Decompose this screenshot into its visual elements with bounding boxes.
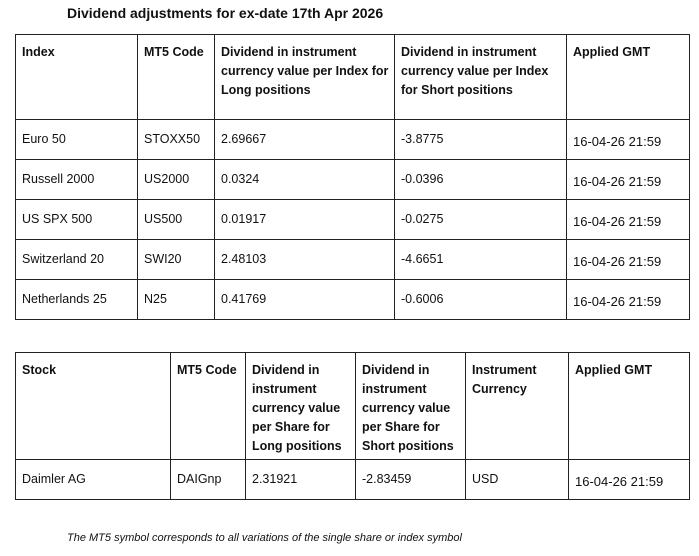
header-instrument-currency: Instrument Currency <box>466 353 569 460</box>
cell-mt5-code: STOXX50 <box>138 120 215 160</box>
cell-applied-gmt: 16-04-26 21:59 <box>569 460 690 500</box>
header-index: Index <box>16 35 138 120</box>
cell-index: Switzerland 20 <box>16 240 138 280</box>
cell-dividend-long: 2.69667 <box>215 120 395 160</box>
cell-dividend-short: -0.6006 <box>395 280 567 320</box>
cell-applied-gmt: 16-04-26 21:59 <box>567 240 690 280</box>
header-applied-gmt: Applied GMT <box>567 35 690 120</box>
cell-index: Netherlands 25 <box>16 280 138 320</box>
cell-dividend-long: 0.0324 <box>215 160 395 200</box>
cell-index: Russell 2000 <box>16 160 138 200</box>
header-dividend-short: Dividend in instrument currency value per Index for Short positions <box>395 35 567 120</box>
footnote: The MT5 symbol corresponds to all variations of the single share or index symbol <box>67 532 462 544</box>
cell-index: US SPX 500 <box>16 200 138 240</box>
cell-dividend-long: 0.41769 <box>215 280 395 320</box>
cell-dividend-short: -3.8775 <box>395 120 567 160</box>
header-mt5-code: MT5 Code <box>138 35 215 120</box>
cell-instrument-currency: USD <box>466 460 569 500</box>
table-row <box>16 280 690 320</box>
cell-mt5-code: DAIGnp <box>171 460 246 500</box>
cell-dividend-short: -0.0396 <box>395 160 567 200</box>
table-row <box>16 240 690 280</box>
table-row <box>16 460 690 500</box>
table-header-row <box>16 35 690 120</box>
cell-applied-gmt: 16-04-26 21:59 <box>567 200 690 240</box>
cell-mt5-code: US2000 <box>138 160 215 200</box>
cell-dividend-short: -0.0275 <box>395 200 567 240</box>
page-title: Dividend adjustments for ex-date 17th Apr 2026 <box>67 5 384 21</box>
table-row <box>16 120 690 160</box>
cell-dividend-long: 2.48103 <box>215 240 395 280</box>
cell-applied-gmt: 16-04-26 21:59 <box>567 280 690 320</box>
cell-stock: Daimler AG <box>16 460 171 500</box>
header-stock: Stock <box>16 353 171 460</box>
cell-dividend-short: -4.6651 <box>395 240 567 280</box>
table-header-row <box>16 353 690 460</box>
cell-mt5-code: SWI20 <box>138 240 215 280</box>
cell-dividend-long: 0.01917 <box>215 200 395 240</box>
cell-applied-gmt: 16-04-26 21:59 <box>567 120 690 160</box>
header-mt5-code: MT5 Code <box>171 353 246 460</box>
cell-index: Euro 50 <box>16 120 138 160</box>
header-dividend-long: Dividend in instrument currency value per Index for Long positions <box>215 35 395 120</box>
table-row <box>16 160 690 200</box>
table-row <box>16 200 690 240</box>
index-dividend-table <box>15 34 690 320</box>
cell-mt5-code: US500 <box>138 200 215 240</box>
cell-dividend-short: -2.83459 <box>356 460 466 500</box>
cell-mt5-code: N25 <box>138 280 215 320</box>
header-applied-gmt: Applied GMT <box>569 353 690 460</box>
header-dividend-long: Dividend in instrument currency value per Share for Long positions <box>246 353 356 460</box>
stock-dividend-table <box>15 352 690 500</box>
cell-dividend-long: 2.31921 <box>246 460 356 500</box>
cell-applied-gmt: 16-04-26 21:59 <box>567 160 690 200</box>
header-dividend-short: Dividend in instrument currency value per Share for Short positions <box>356 353 466 460</box>
